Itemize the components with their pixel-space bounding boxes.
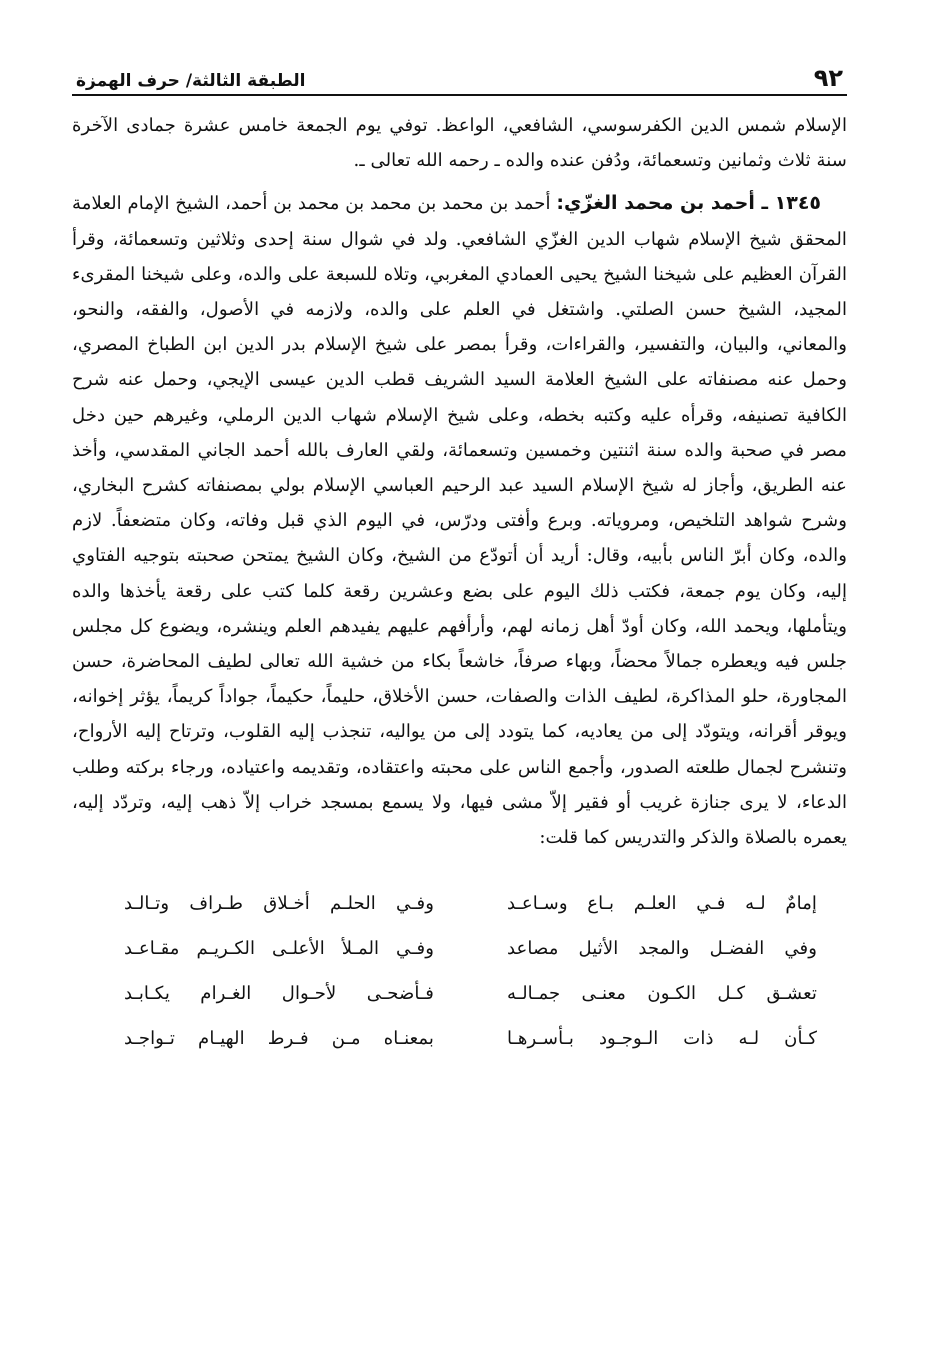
- verse-first-hemistich: وفي الفضـل والمجد الأثيل مصاعد: [507, 938, 817, 960]
- verse-first-hemistich: إمامٌ لـه فـي العلـم بـاع وسـاعـد: [507, 893, 817, 915]
- entry-heading: ١٣٤٥ ـ أحمد بن محمد الغزّي:: [556, 192, 822, 215]
- book-page: [72, 56, 847, 1306]
- running-header: [72, 56, 847, 96]
- verse-second-hemistich: وفـي الحلـم أخـلاق طـراف وتـالـد: [124, 893, 434, 915]
- verse-line: [72, 926, 847, 971]
- verse-first-hemistich: تعشـق كـل الكـون معنـى جمـالـه: [507, 983, 817, 1005]
- previous-entry-ending: الإسلام شمس الدين الكفرسوسي، الشافعي، الواعظ. توفي يوم الجمعة خامس عشرة جمادى الآخرة سنة ثلاث وثمانين وتسعمائة، ودُفن عنده والده ـ رحمه الله تعالى ـ.: [72, 115, 847, 172]
- body-text: [72, 108, 847, 855]
- verse-second-hemistich: وفـي المـلأ الأعلـى الكـريـم مقـاعـد: [124, 938, 434, 960]
- page-number: ٩٢: [813, 64, 843, 92]
- biography-entry: [72, 186, 847, 855]
- poem-verses: [72, 881, 847, 1061]
- entry-text: أحمد بن محمد بن محمد بن محمد بن أحمد، الشيخ الإمام العلامة المحقق شيخ الإسلام شهاب الدين الغزّي الشافعي. ولد في شوال سنة إحدى وثلاثين وتسعمائة، وقرأ القرآن العظيم على شيخنا الشيخ يحيى العمادي المغربي، وتلاه للسبعة على والده، وعلى شيخنا المقرىء المجيد، الشيخ حسن الصلتي. واشتغل في العلم على والده، ولازمه في الأصول، والفقه، والنحو، والمعاني، والبيان، والتفسير، والقراءات، وقرأ بمصر على شيخ الإسلام بدر الدين ابن الطباخ المصري، وحمل عنه مصنفاته على الشيخ العلامة السيد الشريف قطب الدين عيسى الإيجي، وحمل عنه شرح الكافية تصنيفه، وقرأه عليه وكتبه بخطه، وعلى شيخ الإسلام شهاب الدين الرملي، وغيرهم حين دخل مصر في صحبة والده سنة اثنتين وخمسين وتسعمائة، ولقي العارف بالله أحمد الجاني المقدسي، وأخذ عنه الطريق، وأجاز له شيخ الإسلام السيد عبد الرحيم العباسي الإسلام بولي بمصنفاته كشرح البخاري، وشرح شواهد التلخيص، ومروياته. وبرع وأفتى ودرّس، في اليوم الذي قبل وفاته، وكان متضعفاً. لازم والده، وكان أبرّ الناس بأبيه، وقال: أريد أن أتودّع من الشيخ، وكان الشيخ يمتحن صحبته بتوجيه الفتاوي إليه، وكان يوم جمعة، فكتب ذلك اليوم على بضع وعشرين رقعة كلما كتب على رقعة يأخذها والده ويتأملها، ويحمد الله، وكان أودّ أهل زمانه لهم، وأرأفهم عليهم يفيدهم العلم وينشره، ويضوع كل مجلس جلس فيه ويعطره جمالاً محضاً، وبهاء صرفاً، خاشعاً بكاء من خشية الله تعالى لطيف المحاضرة، حسن المجاورة، حلو المذاكرة، لطيف الذات والصفات، حسن الأخلاق، حليماً، حكيماً، جواداً كريماً، يؤثر إخوانه، ويوقر أقرانه، ويتودّد إلى من يعاديه، كما يتودد إلى من يواليه، تنجذب إليه القلوب، وترتاح إليه الأرواح، وتنشرح لجمال طلعته الصدور، وأجمع الناس على محبته واعتقاده، وتقديمه واعتياده، ورجاء بركته وطلب الدعاء، لا يرى جنازة غريب أو فقير إلاّ مشى فيها، ولا يسمع بمسجد خراب إلاّ ذهب إليه، وتردّد إليه، يعمره بالصلاة والذكر والتدريس كما قلت:: [72, 193, 847, 849]
- verse-second-hemistich: بمعنـاه مـن فـرط الهيـام تـواجـد: [124, 1028, 434, 1050]
- verse-second-hemistich: فـأضحـى لأحـوال الغـرام يكـابـد: [124, 983, 434, 1005]
- verse-line: [72, 1016, 847, 1061]
- verse-line: [72, 881, 847, 926]
- verse-line: [72, 971, 847, 1016]
- verse-first-hemistich: كـأن لـه ذات الـوجـود بـأسـرهـا: [507, 1028, 817, 1050]
- running-title: الطبقة الثالثة/ حرف الهمزة: [76, 71, 306, 91]
